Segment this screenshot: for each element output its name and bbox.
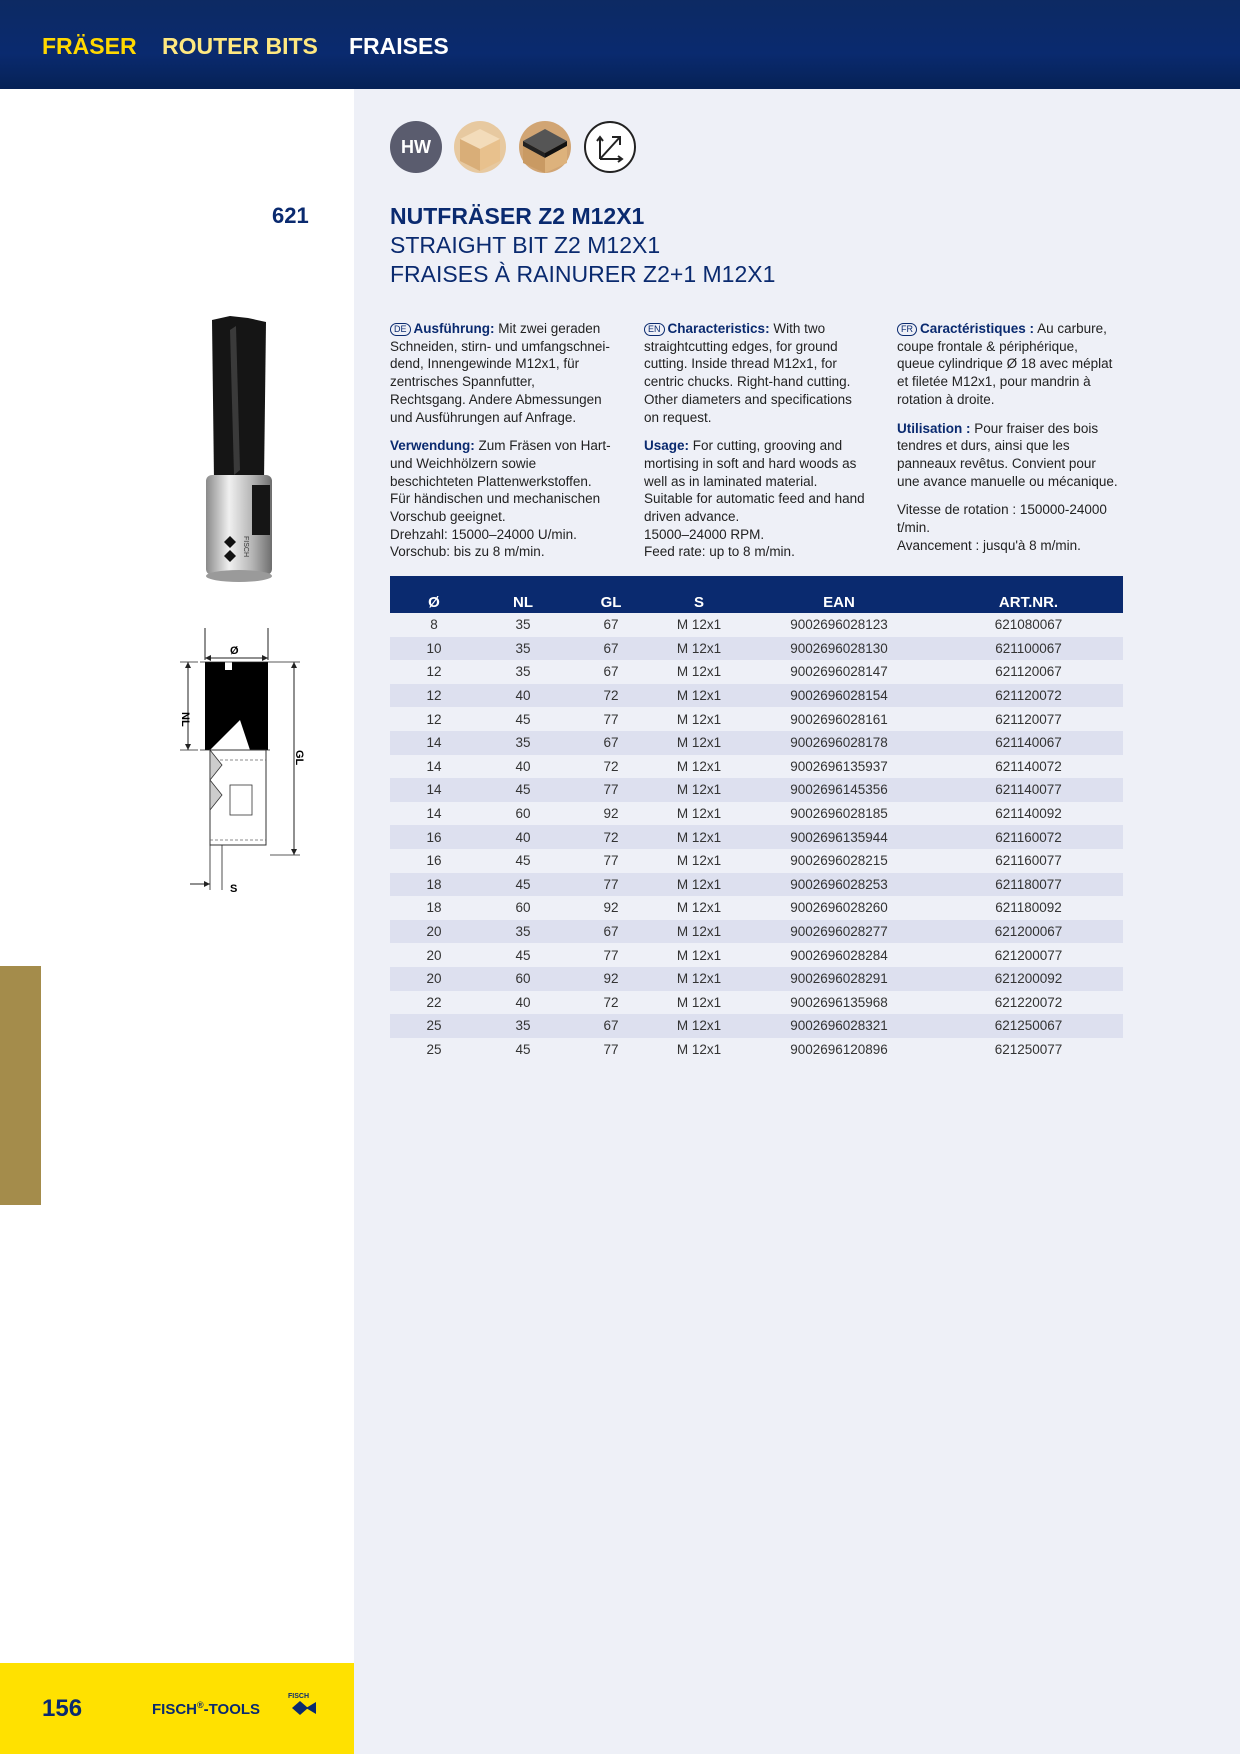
- table-cell: 45: [478, 849, 568, 873]
- table-row: [390, 731, 1123, 755]
- table-cell: M 12x1: [654, 849, 744, 873]
- table-cell: 621160077: [934, 849, 1123, 873]
- table-cell: 621100067: [934, 637, 1123, 661]
- table-cell: 9002696120896: [744, 1038, 934, 1062]
- table-cell: 20: [390, 967, 478, 991]
- table-cell: 9002696028147: [744, 660, 934, 684]
- table-cell: 60: [478, 896, 568, 920]
- table-cell: 77: [568, 1038, 654, 1062]
- table-cell: 621120067: [934, 660, 1123, 684]
- table-cell: 67: [568, 660, 654, 684]
- table-cell: 72: [568, 755, 654, 779]
- table-cell: 9002696028260: [744, 896, 934, 920]
- table-cell: 621160072: [934, 825, 1123, 849]
- table-cell: 67: [568, 731, 654, 755]
- table-cell: 12: [390, 660, 478, 684]
- table-row: [390, 896, 1123, 920]
- table-cell: 45: [478, 1038, 568, 1062]
- table-cell: 77: [568, 778, 654, 802]
- table-cell: 621200077: [934, 943, 1123, 967]
- table-cell: M 12x1: [654, 637, 744, 661]
- table-cell: 45: [478, 707, 568, 731]
- table-cell: M 12x1: [654, 778, 744, 802]
- table-cell: 12: [390, 684, 478, 708]
- table-cell: 40: [478, 991, 568, 1015]
- table-cell: 12: [390, 707, 478, 731]
- table-cell: 9002696028154: [744, 684, 934, 708]
- table-cell: 9002696028178: [744, 731, 934, 755]
- table-cell: 67: [568, 920, 654, 944]
- feed-direction-icon: [584, 121, 636, 173]
- table-row: [390, 967, 1123, 991]
- table-cell: M 12x1: [654, 660, 744, 684]
- table-cell: M 12x1: [654, 707, 744, 731]
- table-row: [390, 802, 1123, 826]
- table-cell: 92: [568, 896, 654, 920]
- table-cell: 9002696028284: [744, 943, 934, 967]
- table-cell: 621140072: [934, 755, 1123, 779]
- table-cell: 9002696028215: [744, 849, 934, 873]
- header-title-de: FRÄSER: [42, 33, 137, 59]
- table-row: [390, 873, 1123, 897]
- table-cell: 18: [390, 896, 478, 920]
- table-row: [390, 1038, 1123, 1062]
- header-title-en: ROUTER BITS: [162, 33, 318, 59]
- column-header: ART.NR.: [934, 576, 1123, 613]
- table-body: [390, 613, 1123, 1061]
- lang-badge-en: EN: [644, 323, 665, 336]
- table-cell: 621250067: [934, 1014, 1123, 1038]
- table-header-row: [390, 576, 1123, 613]
- product-title-fr: FRAISES À RAINURER Z2+1 M12X1: [390, 261, 776, 287]
- table-cell: 92: [568, 802, 654, 826]
- table-cell: M 12x1: [654, 943, 744, 967]
- table-row: [390, 920, 1123, 944]
- table-cell: 35: [478, 637, 568, 661]
- table-cell: 20: [390, 943, 478, 967]
- table-cell: 14: [390, 731, 478, 755]
- table-row: [390, 637, 1123, 661]
- table-row: [390, 613, 1123, 637]
- table-cell: 77: [568, 849, 654, 873]
- dimension-drawing: [170, 620, 310, 900]
- table-cell: 40: [478, 684, 568, 708]
- table-cell: 35: [478, 660, 568, 684]
- table-cell: 18: [390, 873, 478, 897]
- table-cell: 9002696028185: [744, 802, 934, 826]
- table-row: [390, 707, 1123, 731]
- table-cell: M 12x1: [654, 991, 744, 1015]
- table-cell: M 12x1: [654, 684, 744, 708]
- table-cell: 9002696028161: [744, 707, 934, 731]
- table-cell: M 12x1: [654, 967, 744, 991]
- header-title-fr: FRAISES: [349, 33, 449, 59]
- table-cell: 10: [390, 637, 478, 661]
- section-tab: [0, 966, 41, 1205]
- table-cell: M 12x1: [654, 802, 744, 826]
- table-cell: 621080067: [934, 613, 1123, 637]
- table-cell: 621220072: [934, 991, 1123, 1015]
- table-cell: 9002696028123: [744, 613, 934, 637]
- table-cell: 35: [478, 613, 568, 637]
- product-title-de: NUTFRÄSER Z2 M12X1: [390, 203, 645, 229]
- table-cell: 67: [568, 613, 654, 637]
- table-cell: 9002696028291: [744, 967, 934, 991]
- table-cell: 9002696145356: [744, 778, 934, 802]
- laminated-board-icon: [519, 121, 571, 173]
- table-cell: M 12x1: [654, 1038, 744, 1062]
- table-cell: 40: [478, 825, 568, 849]
- table-cell: 9002696028321: [744, 1014, 934, 1038]
- dim-s-label: S: [230, 883, 238, 895]
- fisch-logo-icon: [286, 1690, 326, 1720]
- table-row: [390, 943, 1123, 967]
- column-header: Ø: [390, 576, 478, 613]
- table-cell: 621120072: [934, 684, 1123, 708]
- table-cell: 45: [478, 943, 568, 967]
- table-cell: 72: [568, 684, 654, 708]
- table-row: [390, 991, 1123, 1015]
- table-cell: 9002696028130: [744, 637, 934, 661]
- table-cell: 621200092: [934, 967, 1123, 991]
- table-cell: 9002696135944: [744, 825, 934, 849]
- table-row: [390, 660, 1123, 684]
- table-row: [390, 684, 1123, 708]
- table-cell: 621200067: [934, 920, 1123, 944]
- table-cell: 621180092: [934, 896, 1123, 920]
- description-de: DE Ausführung: Mit zwei geraden Schneiden, stirn- und umfangschneidend, Innengewinde M12x1, für zentrisches Spannfutter, Rechtsgang. Andere Abmessungen und Ausführungen auf Anfrage. Verwendung: Zum Fräsen von Hart- und Weichhölzern sowie beschichteten Plattenwerkstoffen. Für händischen und mechanischen Vorschub geeignet. Drehzahl: 15000–24000 U/min. Vorschub: bis zu 8 m/min.: [390, 321, 611, 560]
- table-cell: M 12x1: [654, 613, 744, 637]
- table-cell: M 12x1: [654, 873, 744, 897]
- table-cell: M 12x1: [654, 896, 744, 920]
- column-header: GL: [568, 576, 654, 613]
- dim-diameter-label: Ø: [230, 645, 239, 657]
- table-cell: 16: [390, 825, 478, 849]
- softwood-icon: [454, 121, 506, 173]
- table-cell: M 12x1: [654, 825, 744, 849]
- table-cell: M 12x1: [654, 1014, 744, 1038]
- table-cell: 60: [478, 967, 568, 991]
- table-cell: 16: [390, 849, 478, 873]
- table-cell: 22: [390, 991, 478, 1015]
- description-en: EN Characteristics: With two straightcutting edges, for ground cutting. Inside thread M12x1, for centric chucks. Right-hand cutting. Other diameters and specifications on request. Usage: For cutting, grooving and mortising in soft and hard woods as well as in laminated material. Suitable for automatic feed and hand driven advance. 15000–24000 RPM. Feed rate: up to 8 m/min.: [644, 321, 865, 560]
- table-row: [390, 755, 1123, 779]
- table-cell: 45: [478, 873, 568, 897]
- logo-text: FISCH: [288, 1693, 309, 1700]
- lang-badge-fr: FR: [897, 323, 917, 336]
- table-cell: 25: [390, 1014, 478, 1038]
- table-cell: 621120077: [934, 707, 1123, 731]
- tool-engraving: FISCH: [242, 536, 249, 557]
- table-cell: 72: [568, 825, 654, 849]
- table-row: [390, 1014, 1123, 1038]
- column-header: EAN: [744, 576, 934, 613]
- table-cell: 621140077: [934, 778, 1123, 802]
- dim-nl-label: NL: [179, 712, 191, 727]
- product-title-en: STRAIGHT BIT Z2 M12X1: [390, 232, 661, 258]
- table-cell: 9002696028277: [744, 920, 934, 944]
- table-cell: 60: [478, 802, 568, 826]
- table-cell: 621250077: [934, 1038, 1123, 1062]
- table-cell: 77: [568, 707, 654, 731]
- table-cell: 14: [390, 802, 478, 826]
- footer-brand: FISCH®-TOOLS: [152, 1700, 261, 1718]
- table-cell: 35: [478, 920, 568, 944]
- table-cell: 67: [568, 637, 654, 661]
- table-cell: 9002696135968: [744, 991, 934, 1015]
- router-bit-photo: [200, 310, 280, 585]
- table-cell: 35: [478, 731, 568, 755]
- table-cell: 14: [390, 755, 478, 779]
- table-cell: 14: [390, 778, 478, 802]
- column-header: NL: [478, 576, 568, 613]
- column-header: S: [654, 576, 744, 613]
- table-cell: 9002696135937: [744, 755, 934, 779]
- table-cell: 621140092: [934, 802, 1123, 826]
- lang-badge-de: DE: [390, 323, 411, 336]
- table-cell: M 12x1: [654, 731, 744, 755]
- page-number: 156: [42, 1695, 83, 1722]
- table-cell: 621180077: [934, 873, 1123, 897]
- table-cell: 20: [390, 920, 478, 944]
- table-cell: 35: [478, 1014, 568, 1038]
- table-cell: 92: [568, 967, 654, 991]
- table-cell: 72: [568, 991, 654, 1015]
- table-cell: 40: [478, 755, 568, 779]
- product-table: [390, 576, 1123, 1061]
- table-cell: 45: [478, 778, 568, 802]
- product-number: 621: [272, 203, 309, 228]
- header-bar: [0, 0, 1240, 89]
- table-row: [390, 849, 1123, 873]
- table-cell: 77: [568, 943, 654, 967]
- dim-gl-label: GL: [293, 750, 305, 766]
- description-fr: FR Caractéristiques : Au carbure, coupe frontale & périphérique, queue cylindrique Ø 18 avec méplat et filetée M12x1, pour mandrin à rotation à droite. Utilisation : Pour fraiser des bois tendres et durs, ainsi que les panneaux revêtus. Convient pour une avance manuelle ou mécanique. Vitesse de rotation : 150000-24000 t/min. Avancement : jusqu'à 8 m/min.: [897, 321, 1118, 553]
- table-cell: 9002696028253: [744, 873, 934, 897]
- table-row: [390, 825, 1123, 849]
- hw-icon: HW: [390, 121, 442, 173]
- table-cell: 8: [390, 613, 478, 637]
- table-cell: 77: [568, 873, 654, 897]
- table-cell: 67: [568, 1014, 654, 1038]
- table-cell: 25: [390, 1038, 478, 1062]
- table-cell: 621140067: [934, 731, 1123, 755]
- table-row: [390, 778, 1123, 802]
- table-cell: M 12x1: [654, 920, 744, 944]
- table-cell: M 12x1: [654, 755, 744, 779]
